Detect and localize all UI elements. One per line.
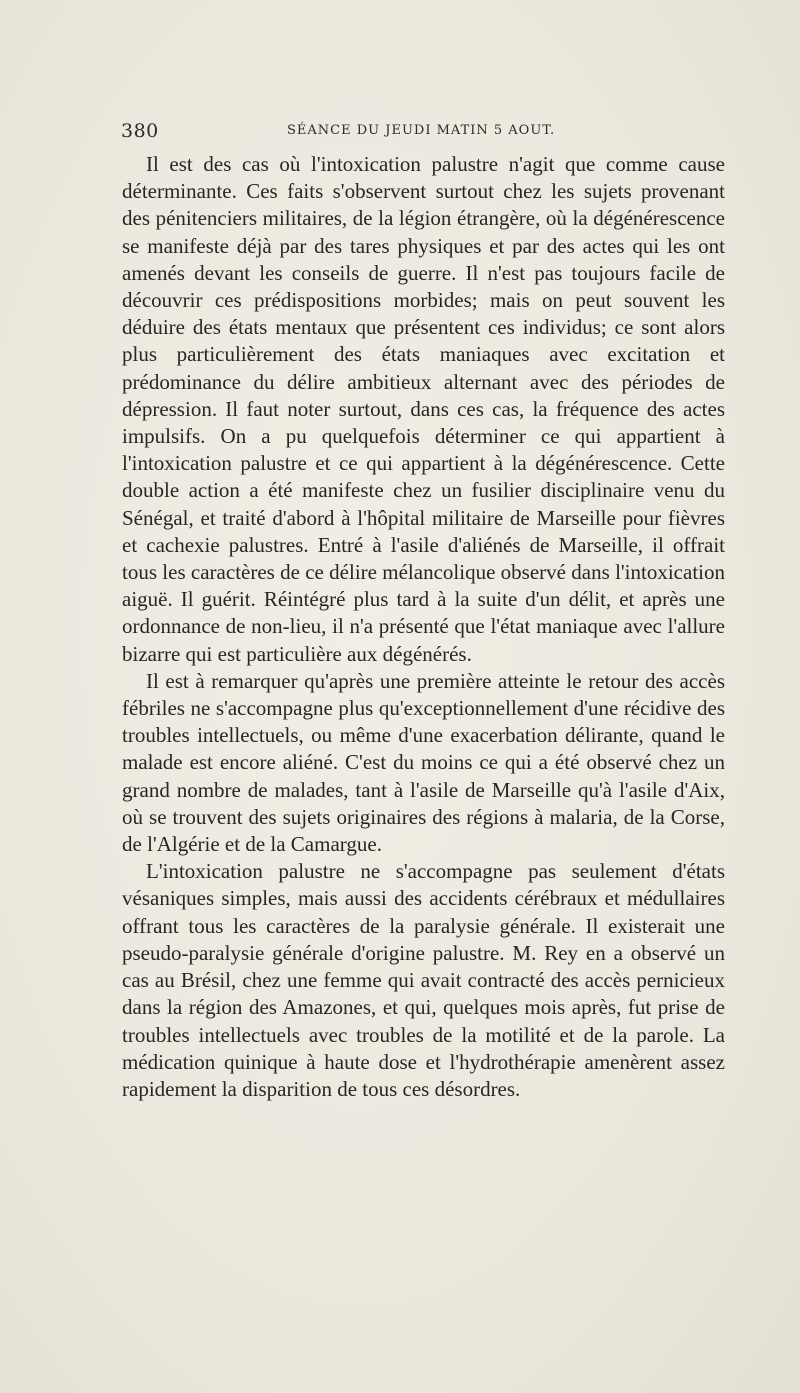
running-head: SÉANCE DU JEUDI MATIN 5 AOUT.: [287, 123, 556, 138]
paragraph-1: Il est des cas où l'intoxication palustre n'agit que comme cause déterminante. Ces faits s'observent surtout chez les sujets provenant des pénitenciers militaires, de la légion étrangère, où la dégénérescence se manifeste déjà par des tares physiques et par des actes qui les ont amenés devant les conseils de guerre. Il n'est pas toujours facile de découvrir ces prédispositions morbides; mais on peut souvent les déduire des états mentaux que présentent ces individus; ce sont alors plus particulièrement des états maniaques avec excitation et prédominance du délire ambitieux alternant avec des périodes de dépression. Il faut noter surtout, dans ces cas, la fréquence des actes impulsifs. On a pu quelquefois déterminer ce qui appartient à l'intoxication palustre et ce qui appartient à la dégénérescence. Cette double action a été manifeste chez un fusilier disciplinaire venu du Sénégal, et traité d'abord à l'hôpital militaire de Marseille pour fièvres et cachexie palustres. Entré à l'asile d'aliénés de Marseille, il offrait tous les caractères de ce délire mélancolique observé dans l'intoxication aiguë. Il guérit. Réintégré plus tard à la suite d'un délit, et après une ordonnance de non-lieu, il n'a présenté que l'état maniaque avec l'allure bizarre qui est particulière aux dégénérés.: [122, 152, 725, 666]
paragraph-3: L'intoxication palustre ne s'accompagne pas seulement d'états vésaniques simples, mais aussi des accidents cérébraux et médullaires offrant tous les caractères de la paralysie générale. Il existerait une pseudo-paralysie générale d'origine palustre. M. Rey en a observé un cas au Brésil, chez une femme qui avait contracté des accès pernicieux dans la région des Amazones, et qui, quelques mois après, fut prise de troubles intellectuels avec troubles de la motilité et de la parole. La médication quinique à haute dose et l'hydrothérapie amenèrent assez rapidement la disparition de tous ces désordres.: [122, 859, 725, 1101]
page-header: [121, 120, 725, 144]
page-number: 380: [121, 120, 159, 142]
paragraph-2: Il est à remarquer qu'après une première atteinte le retour des accès fébriles ne s'accompagne plus qu'exceptionnellement d'une récidive des troubles intellectuels, ou même d'une exacerbation délirante, quand le malade est encore aliéné. C'est du moins ce qui a été observé chez un grand nombre de malades, tant à l'asile de Marseille qu'à l'asile d'Aix, où se trouvent des sujets originaires des régions à malaria, de la Corse, de l'Algérie et de la Camargue.: [122, 668, 725, 857]
body-text: [122, 151, 725, 1103]
